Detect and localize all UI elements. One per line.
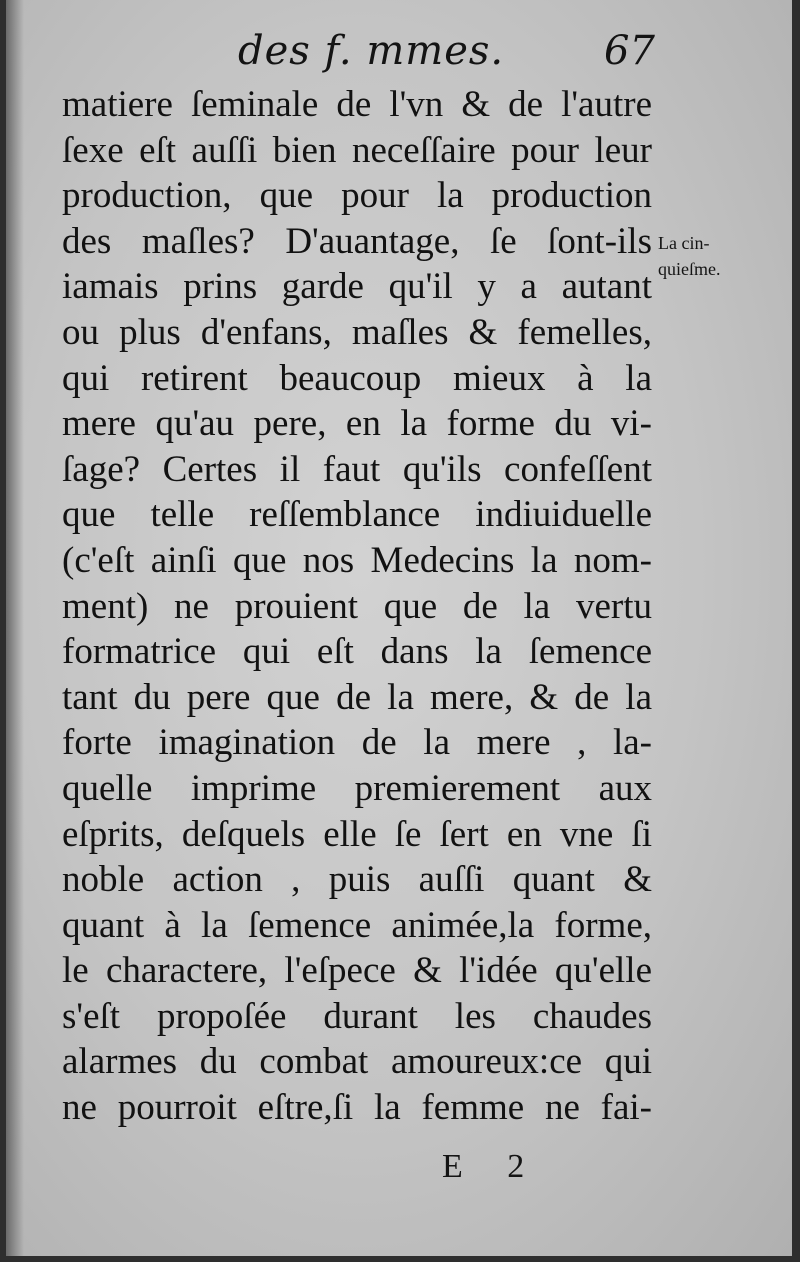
text-line: forte imagination de la mere , la-	[62, 722, 652, 764]
text-line: production, que pour la production	[62, 175, 652, 217]
body-text	[62, 82, 652, 1131]
text-line: ment) ne prouient que de la vertu	[62, 585, 652, 627]
text-line: qui retirent beaucoup mieux à la	[62, 357, 652, 399]
page-number: 67	[604, 28, 655, 74]
text-line: le charactere, l'eſpece & l'idée qu'elle	[62, 950, 652, 992]
text-line: ſage? Certes il faut qu'ils confeſſent	[62, 448, 652, 490]
text-line: que telle reſſemblance indiuiduelle	[62, 494, 652, 536]
text-line: formatrice qui eſt dans la ſemence	[62, 631, 652, 673]
marginal-note	[658, 230, 768, 282]
text-line: des maſles? D'auantage, ſe ſont-ils	[62, 220, 652, 262]
book-page	[6, 0, 792, 1256]
text-line: (c'eſt ainſi que nos Medecins la nom-	[62, 539, 652, 581]
text-line: ſexe eſt auſſi bien neceſſaire pour leur	[62, 129, 652, 171]
text-line: matiere ſeminale de l'vn & de l'autre	[62, 84, 652, 125]
text-line: eſprits, deſquels elle ſe ſert en vne ſi	[62, 813, 652, 855]
text-line: noble action , puis auſſi quant &	[62, 859, 652, 901]
binding-shadow	[6, 0, 24, 1256]
text-line: quelle imprime premierement aux	[62, 767, 652, 809]
text-line: tant du pere que de la mere, & de la	[62, 676, 652, 718]
text-line: mere qu'au pere, en la forme du vi-	[62, 403, 652, 445]
marginal-note-line: quieſme.	[658, 259, 721, 279]
running-header: des f. mmes.	[238, 28, 505, 74]
signature-mark: E 2	[442, 1148, 543, 1185]
text-line: ne pourroit eſtre,ſi la femme ne fai-	[62, 1087, 652, 1129]
text-line: iamais prins garde qu'il y a autant	[62, 266, 652, 308]
marginal-note-line: La cin-	[658, 233, 710, 253]
text-line: s'eſt propoſée durant les chaudes	[62, 995, 652, 1037]
text-line: alarmes du combat amoureux:ce qui	[62, 1041, 652, 1083]
text-line: ou plus d'enfans, maſles & femelles,	[62, 311, 652, 353]
text-line: quant à la ſemence animée,la forme,	[62, 904, 652, 946]
